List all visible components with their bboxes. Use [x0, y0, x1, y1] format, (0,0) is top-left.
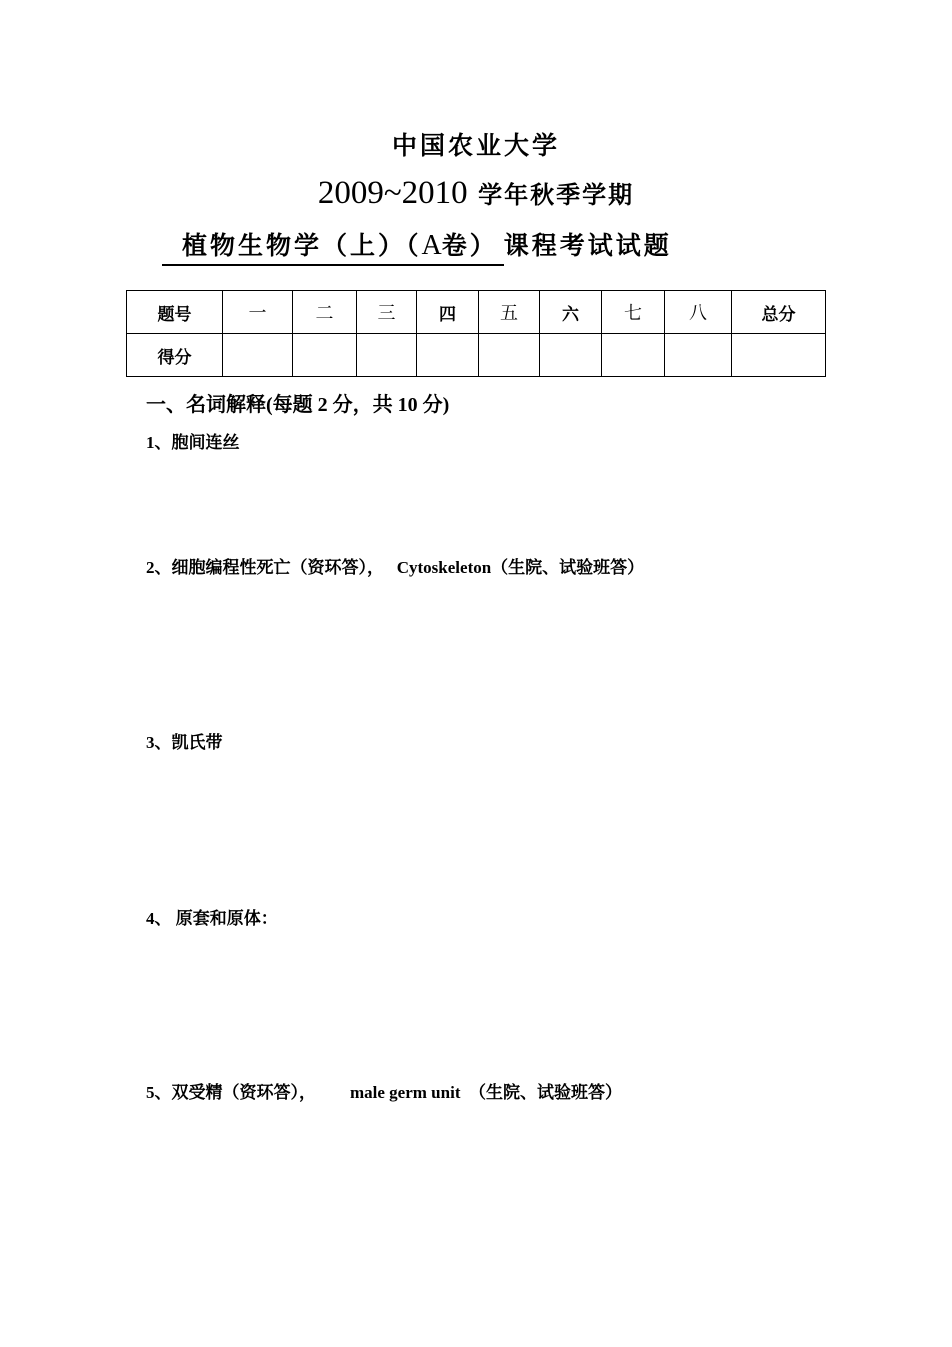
score-header-cell: 六 — [540, 291, 602, 334]
score-cell — [540, 334, 602, 377]
score-header-cell: 七 — [602, 291, 665, 334]
course-exam-suffix: 课程考试试题 — [503, 231, 672, 260]
section-title: 一、名词解释(每题 2 分，共 10 分) — [146, 394, 450, 416]
course-title — [162, 226, 802, 266]
course-name-end: 卷） — [441, 231, 498, 260]
question-3: 3、凯氏带 — [146, 733, 223, 752]
score-table-score-row — [127, 334, 826, 377]
score-table-header-row — [127, 291, 826, 334]
score-header-cell: 一 — [223, 291, 293, 334]
score-header-cell: 四 — [417, 291, 479, 334]
score-cell — [665, 334, 732, 377]
course-name-prefix: 植物生物学（上）（ — [182, 231, 422, 260]
question-5: 5、双受精（资环答）， male germ unit （生院、试验班答） — [146, 1083, 622, 1102]
question-2: 2、细胞编程性死亡（资环答）， Cytoskeleton（生院、试验班答） — [146, 558, 645, 577]
score-header-cell: 三 — [357, 291, 417, 334]
course-paper-letter: A — [421, 230, 442, 261]
score-cell — [293, 334, 357, 377]
score-header-cell: 二 — [293, 291, 357, 334]
course-name — [162, 226, 504, 266]
score-header-cell: 八 — [665, 291, 732, 334]
score-header-cell: 题号 — [127, 291, 223, 334]
term-title — [0, 172, 952, 212]
score-cell — [417, 334, 479, 377]
score-row-label: 得分 — [127, 334, 223, 377]
score-cell — [479, 334, 540, 377]
score-cell — [357, 334, 417, 377]
score-cell — [223, 334, 293, 377]
score-cell — [732, 334, 826, 377]
semester-label: 学年秋季学期 — [478, 180, 635, 209]
score-cell — [602, 334, 665, 377]
academic-year: 2009~2010 — [317, 175, 468, 211]
question-1: 1、胞间连丝 — [146, 433, 240, 452]
score-table — [126, 290, 826, 377]
score-header-cell: 总分 — [732, 291, 826, 334]
question-4: 4、 原套和原体： — [146, 909, 278, 928]
score-header-cell: 五 — [479, 291, 540, 334]
university-title: 中国农业大学 — [391, 131, 560, 160]
